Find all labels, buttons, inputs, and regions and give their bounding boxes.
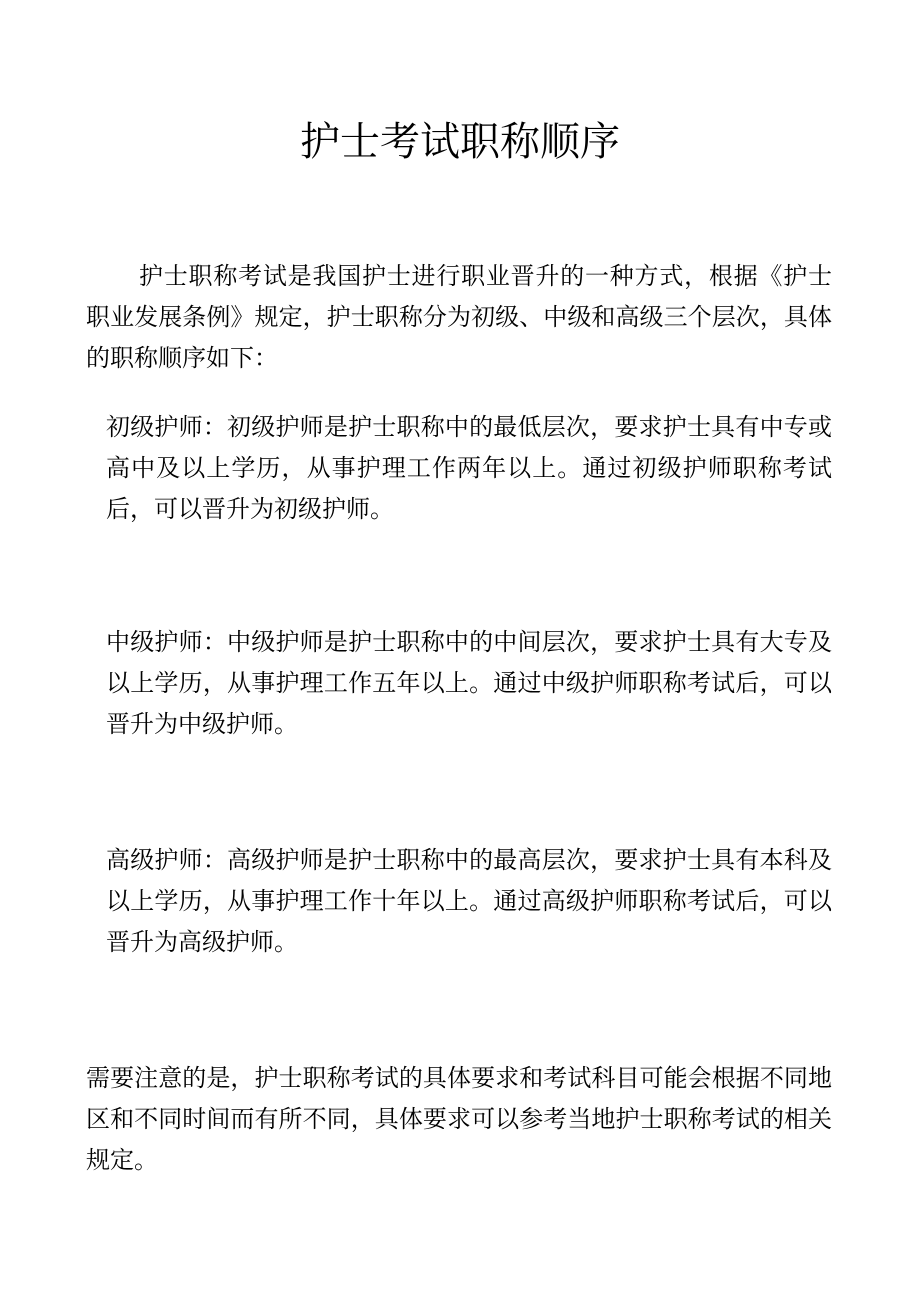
intermediate-nurse-paragraph: 中级护师：中级护师是护士职称中的中间层次，要求护士具有大专及以上学历，从事护理工作五年以上。通过中级护师职称考试后，可以晋升为中级护师。 xyxy=(106,628,832,738)
note-paragraph: 需要注意的是，护士职称考试的具体要求和考试科目可能会根据不同地区和不同时间而有所不同，具体要求可以参考当地护士职称考试的相关规定。 xyxy=(86,1064,832,1174)
junior-nurse-paragraph: 初级护师：初级护师是护士职称中的最低层次，要求护士具有中专或高中及以上学历，从事护理工作两年以上。通过初级护师职称考试后，可以晋升为初级护师。 xyxy=(106,413,832,523)
senior-nurse-paragraph: 高级护师：高级护师是护士职称中的最高层次，要求护士具有本科及以上学历，从事护理工作十年以上。通过高级护师职称考试后，可以晋升为高级护师。 xyxy=(106,846,832,956)
intro-paragraph: 护士职称考试是我国护士进行职业晋升的一种方式，根据《护士职业发展条例》规定，护士职称分为初级、中级和高级三个层次，具体的职称顺序如下： xyxy=(86,262,832,372)
document-title: 护士考试职称顺序 xyxy=(300,119,620,165)
